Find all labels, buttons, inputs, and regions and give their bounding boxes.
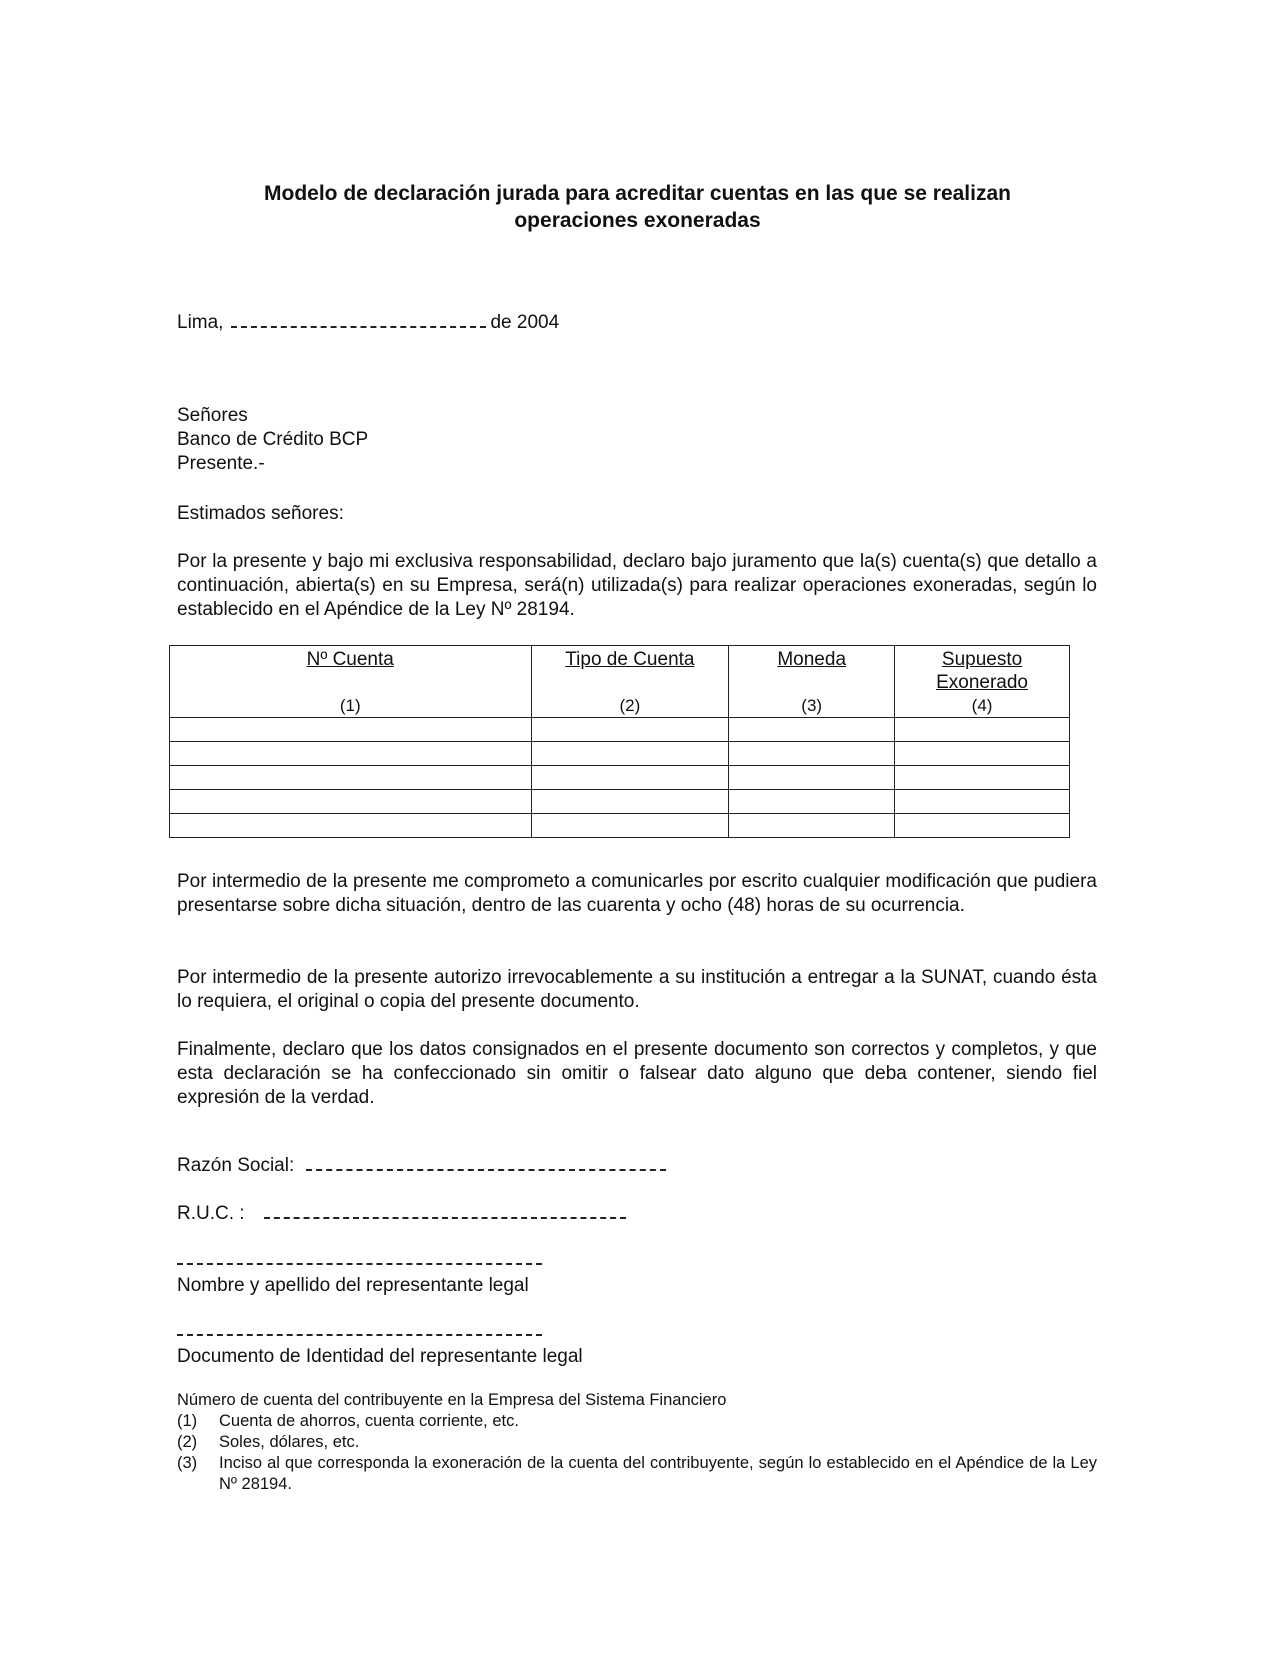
addressee-line-3: Presente.- — [177, 453, 265, 474]
table-header-row — [170, 646, 1070, 718]
ruc-field — [177, 1203, 626, 1225]
addressee-line-2: Banco de Crédito BCP — [177, 429, 369, 450]
cell-cuenta[interactable] — [170, 742, 532, 766]
representative-name-line[interactable] — [177, 1263, 542, 1265]
date-blank-line — [231, 310, 486, 328]
cell-supuesto[interactable] — [895, 718, 1070, 742]
commitment-paragraph: Por intermedio de la presente me comprometo a comunicarles por escrito cualquier modificación que pudiera presentarse sobre dicha situación, dentro de las cuarenta y ocho (48) horas de su ocurrencia. — [177, 871, 1097, 916]
cell-supuesto[interactable] — [895, 742, 1070, 766]
header-supuesto: Supuesto Exonerado (4) — [895, 646, 1070, 718]
intro-text: Por la presente y bajo mi exclusiva responsabilidad, declaro bajo juramento que la(s) cuenta(s) que detallo a continuación, abierta(s) en su Empresa, será(n) utilizada(s) para realizar operaciones exoneradas, según lo establecido en el Apéndice de la Ley Nº 28194. — [177, 551, 1097, 620]
cell-moneda[interactable] — [729, 718, 895, 742]
table-row — [170, 718, 1070, 742]
cell-supuesto[interactable] — [895, 766, 1070, 790]
cell-tipo[interactable] — [531, 766, 729, 790]
representative-id-label: Documento de Identidad del representante legal — [177, 1346, 583, 1367]
cell-cuenta[interactable] — [170, 766, 532, 790]
cell-moneda[interactable] — [729, 790, 895, 814]
title-line-2: operaciones exoneradas — [514, 209, 761, 232]
title-line-1: Modelo de declaración jurada para acreditar cuentas en las que se realizan — [264, 182, 1011, 205]
final-declaration-paragraph: Finalmente, declaro que los datos consignados en el presente documento son correctos y completos, y que esta declaración se ha confeccionado sin omitir o falsear dato alguno que deba contener, siendo fiel expresión de la verdad. — [177, 1039, 1097, 1108]
footnote-item: (2) Soles, dólares, etc. — [177, 1433, 360, 1451]
header-moneda: Moneda (3) — [729, 646, 895, 718]
date-prefix: Lima, — [177, 312, 224, 333]
cell-tipo[interactable] — [531, 718, 729, 742]
ruc-line[interactable] — [264, 1203, 626, 1219]
date-suffix: de 2004 — [490, 312, 560, 333]
table-row — [170, 790, 1070, 814]
cell-tipo[interactable] — [531, 790, 729, 814]
representative-id-line[interactable] — [177, 1334, 542, 1336]
cell-moneda[interactable] — [729, 814, 895, 838]
cell-moneda[interactable] — [729, 742, 895, 766]
cell-supuesto[interactable] — [895, 790, 1070, 814]
ruc-label: R.U.C. : — [177, 1203, 245, 1224]
header-tipo: Tipo de Cuenta (2) — [531, 646, 729, 718]
table-row — [170, 742, 1070, 766]
cell-cuenta[interactable] — [170, 718, 532, 742]
document-title — [170, 180, 1105, 234]
footnote-item: (1) Cuenta de ahorros, cuenta corriente, etc. — [177, 1412, 519, 1430]
razon-social-line[interactable] — [306, 1155, 666, 1171]
cell-cuenta[interactable] — [170, 790, 532, 814]
footnotes — [177, 1390, 1097, 1495]
addressee-line-1: Señores — [177, 405, 248, 426]
footnote-item: (3) Inciso al que corresponda la exoneración de la cuenta del contribuyente, según lo establecido en el Apéndice de la Ley Nº 28194. — [177, 1454, 1097, 1493]
accounts-table — [169, 645, 1070, 838]
cell-tipo[interactable] — [531, 742, 729, 766]
cell-moneda[interactable] — [729, 766, 895, 790]
razon-social-label: Razón Social: — [177, 1155, 295, 1176]
representative-name-label: Nombre y apellido del representante legal — [177, 1275, 529, 1296]
footnote-heading: Número de cuenta del contribuyente en la Empresa del Sistema Financiero — [177, 1391, 727, 1409]
table-row — [170, 814, 1070, 838]
table-row — [170, 766, 1070, 790]
authorization-paragraph: Por intermedio de la presente autorizo irrevocablemente a su institución a entregar a la SUNAT, cuando ésta lo requiera, el original o copia del presente documento. — [177, 967, 1097, 1012]
greeting: Estimados señores: — [177, 503, 344, 524]
cell-supuesto[interactable] — [895, 814, 1070, 838]
cell-tipo[interactable] — [531, 814, 729, 838]
header-cuenta: Nº Cuenta (1) — [170, 646, 532, 718]
razon-social-field — [177, 1155, 666, 1177]
addressee-block — [177, 404, 1097, 476]
cell-cuenta[interactable] — [170, 814, 532, 838]
date-line — [177, 310, 559, 334]
intro-paragraph — [177, 550, 1097, 646]
